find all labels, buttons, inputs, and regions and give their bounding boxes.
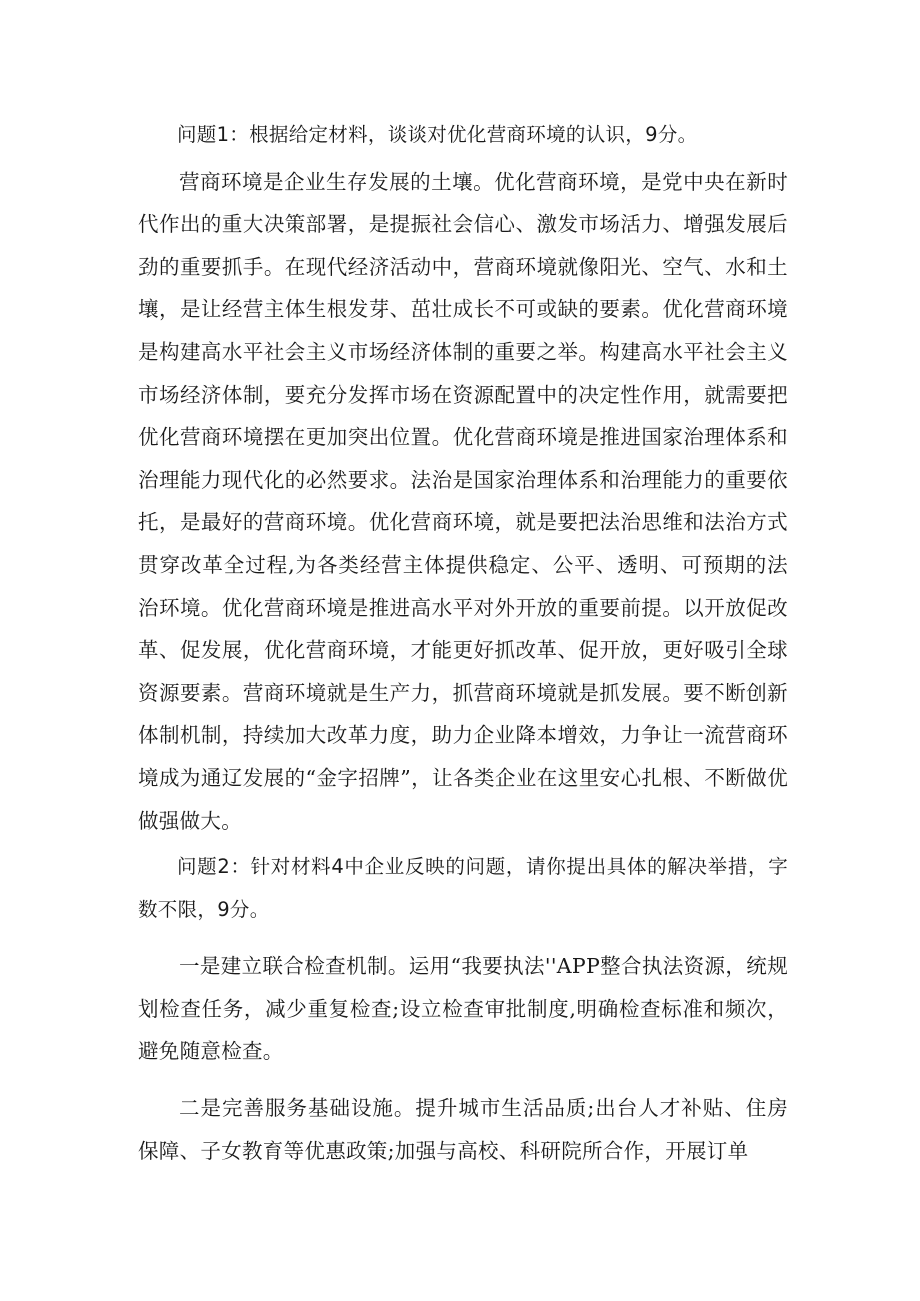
question-1-heading: 问题1：根据给定材料，谈谈对优化营商环境的认识，9分。 (177, 123, 698, 146)
document-body (138, 114, 788, 1172)
question-2-heading: 问题2：针对材料4中企业反映的问题，请你提出具体的解决举措，字数不限，9分。 (138, 855, 788, 921)
answer-2-point-2: 二是完善服务基础设施。提升城市生活品质;出台人才补贴、住房保障、子女教育等优惠政策;加强与高校、科研院所合作，开展订单 (138, 1096, 788, 1163)
answer-1-paragraph: 营商环境是企业生存发展的土壤。优化营商环境，是党中央在新时代作出的重大决策部署，是提振社会信心、激发市场活力、增强发展后劲的重要抓手。在现代经济活动中，营商环境就像阳光、空气、水和土壤，是让经营主体生根发芽、茁壮成长不可或缺的要素。优化营商环境是构建高水平社会主义市场经济体制的重要之举。构建高水平社会主义市场经济体制，要充分发挥市场在资源配置中的决定性作用，就需要把优化营商环境摆在更加突出位置。优化营商环境是推进国家治理体系和治理能力现代化的必然要求。法治是国家治理体系和治理能力的重要依托，是最好的营商环境。优化营商环境，就是要把法治思维和法治方式贯穿改革全过程,为各类经营主体提供稳定、公平、透明、可预期的法治环境。优化营商环境是推进高水平对外开放的重要前提。以开放促改革、促发展，优化营商环境，才能更好抓改革、促开放，更好吸引全球资源要素。营商环境就是生产力，抓营商环境就是抓发展。要不断创新体制机制，持续加大改革力度，助力企业降本增效，力争让一流营商环境成为通辽发展的“金字招牌”，让各类企业在这里安心扎根、不断做优做强做大。 (138, 169, 788, 833)
answer-2-point-1: 一是建立联合检查机制。运用“我要执法''APP整合执法资源，统规划检查任务，减少重复检查;设立检查审批制度,明确检查标准和频次，避免随意检查。 (138, 954, 788, 1064)
